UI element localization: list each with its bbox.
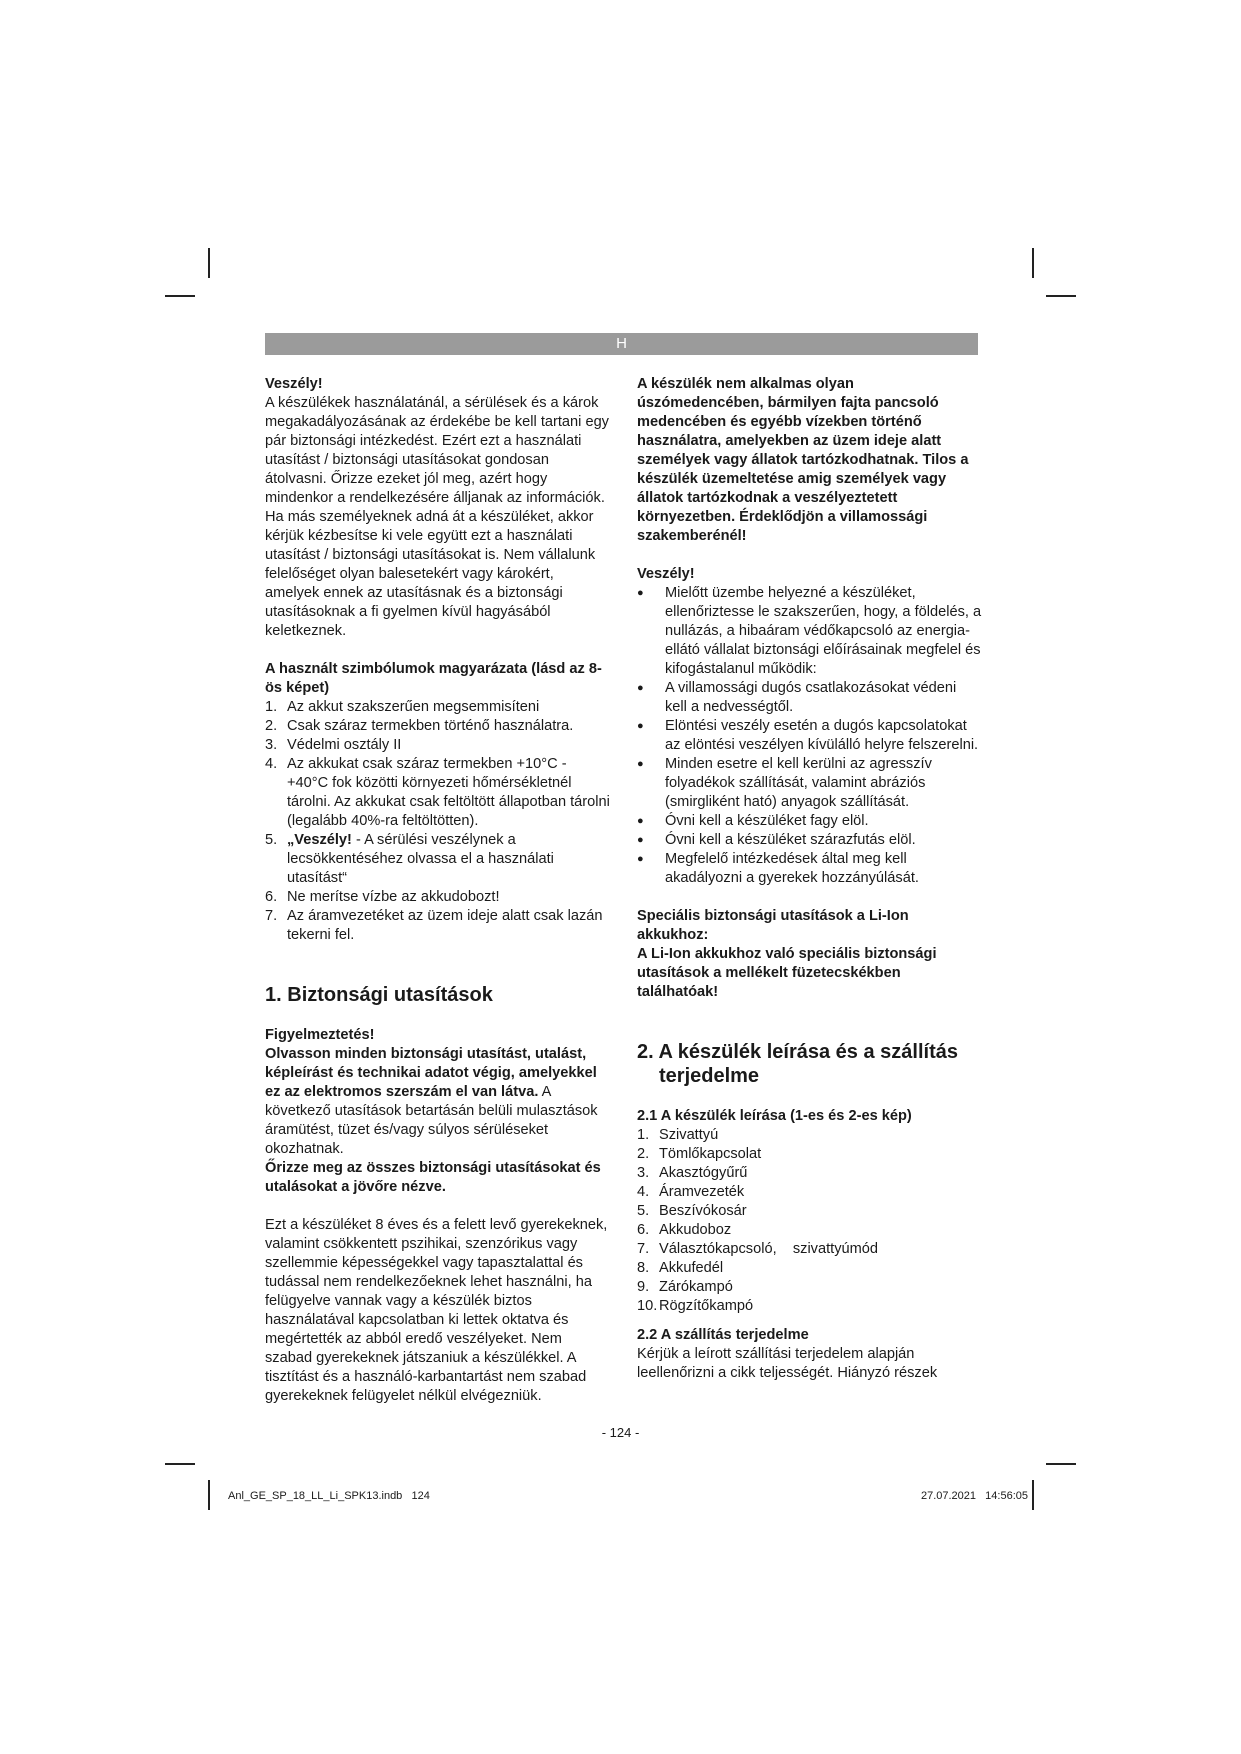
crop-mark [1032, 248, 1034, 278]
list-item: 1. Az akkut szakszerűen megsemmisíteni [265, 699, 540, 715]
list-item: 5. „Veszély! - A sérülési veszélynek a lecsökkentéséhez olvassa el a használati utasítást“ [265, 832, 554, 886]
bullet-icon: ● [637, 834, 644, 846]
crop-mark [165, 1463, 195, 1465]
subsection-2-2-title: 2.2 A szállítás terjedelme [637, 1327, 809, 1343]
list-item: 8. Akkufedél [637, 1260, 724, 1276]
list-item: 6. Ne merítse vízbe az akkudobozt! [265, 889, 500, 905]
list-item: ● Megfelelő intézkedések által meg kell akadályozni a gyerekek hozzányúlását. [637, 851, 919, 886]
bullet-icon: ● [637, 682, 644, 694]
symbols-list [265, 698, 610, 945]
children-text: Ezt a készüléket 8 éves és a felett levő gyerekeknek, valamint csökkentett pszihikai, szenzórikus vagy szellemmie képességekkel vagy tapasztalattal és tudással nem rendelkezőeknek lehet használni, ha felügyelve vannak vagy a készülék biztos használatával kapcsolatban ki lettek oktatva és megértették az abból eredő veszélyeket. Nem szabad gyerekeknek játszaniuk a készülékkel. A tisztítást és a használó-karbantartást nem szabad gyerekeknek felügyelet nélkül elvégezniük. [265, 1217, 608, 1404]
crop-mark [1032, 1480, 1034, 1510]
right-column [637, 375, 982, 1383]
bullet-icon: ● [637, 758, 644, 770]
list-item: ● Óvni kell a készüléket fagy elöl. [637, 813, 869, 829]
list-item: ● Óvni kell a készüléket szárazfutás elöl. [637, 832, 916, 848]
list-item: 4. Áramvezeték [637, 1184, 745, 1200]
special-li-ion-title: Speciális biztonsági utasítások a Li-Ion akkukhoz: [637, 908, 909, 943]
crop-mark [208, 248, 210, 278]
footer-file-name: Anl_GE_SP_18_LL_Li_SPK13.indb 124 [228, 1490, 430, 1502]
danger-text: A készülékek használatánál, a sérülések és a károk megakadályozásának az érdekébe be kell tartani egy pár biztonsági intézkedést. Ezért ezt a használati utasítást / biztonsági utasításokat gondosan átolvasni. Őrizze ezeket jól meg, azért hogy mindenkor a rendelkezésére álljanak az információk. Ha más személyeknek adná át a készüléket, akkor kérjük kézbesítse ki vele együtt ezt a használati utasítást / biztonsági utasításokat is. Nem vállalunk felelőséget olyan balesetekért vagy károkért, amelyek ennek az utasításnak és a biztonsági utasításoknak a fi gyelmen kívül hagyásából keletkeznek. [265, 395, 609, 639]
danger-bullet-list [637, 584, 982, 888]
special-li-ion-text: A Li-Ion akkukhoz való speciális biztonsági utasítások a mellékelt füzetecskékben találhatóak! [637, 946, 937, 1000]
page-number: - 124 - [601, 1425, 640, 1440]
list-item: ● Elöntési veszély esetén a dugós kapcsolatokat az elöntési veszélyen kívülálló helyre felszerelni. [637, 718, 979, 753]
warning-text: Olvasson minden biztonsági utasítást, utalást, képleírást és technikai adatot végig, amelyekkel ez az elektromos szerszám el van látva. A következő utasítások betartásán belüli mulasztások áramütést, tüzet és/vagy súlyos sérüléseket okozhatnak. [265, 1046, 598, 1157]
left-column [265, 375, 610, 1406]
danger-title: Veszély! [637, 566, 695, 582]
list-item: 2. Tömlőkapcsolat [637, 1146, 762, 1162]
parts-list [637, 1126, 982, 1316]
list-item: 3. Védelmi osztály II [265, 737, 402, 753]
crop-mark [165, 295, 195, 297]
danger-title: Veszély! [265, 376, 323, 392]
list-item: 7. Választókapcsoló, szivattyúmód [637, 1241, 879, 1257]
list-item: ● Mielőtt üzembe helyezné a készüléket, ellenőriztesse le szakszerűen, hogy, a földelés, a nullázás, a hibaáram védőkapcsoló az energia-ellátó vállalat biztonsági előírásainak megfelel és kifogástalanul működik: [637, 585, 982, 677]
list-item: 3. Akasztógyűrű [637, 1165, 748, 1181]
list-item: 5. Beszívókosár [637, 1203, 747, 1219]
section-1-heading: 1. Biztonsági utasítások [265, 984, 493, 1006]
keep-instructions: Őrizze meg az összes biztonsági utasításokat és utalásokat a jövőre nézve. [265, 1160, 601, 1195]
section-2-heading: 2. A készülék leírása és a szállítás terjedelme [637, 1041, 958, 1087]
list-item: 2. Csak száraz termekben történő használatra. [265, 718, 574, 734]
list-item: 1. Szivattyú [637, 1127, 719, 1143]
pool-warning: A készülék nem alkalmas olyan úszómedencében, bármilyen fajta pancsoló medencében és egyébb vízekben történő használatra, amelyekben az üzem ideje alatt személyek vagy állatok tartózkodhatnak. Tilos a készülék üzemeltetése amig személyek vagy állatok tartózkodnak a veszélyeztetett környezetben. Érdeklődjön a villamossági szakemberénél! [637, 376, 969, 544]
warning-title: Figyelmeztetés! [265, 1027, 375, 1043]
symbols-title: A használt szimbólumok magyarázata (lásd az 8-ös képet) [265, 661, 602, 696]
subsection-2-1-title: 2.1 A készülék leírása (1-es és 2-es kép) [637, 1108, 912, 1124]
list-item: 6. Akkudoboz [637, 1222, 732, 1238]
subsection-2-2-text: Kérjük a leírott szállítási terjedelem alapján leellenőrizni a cikk teljességét. Hiányzó részek [637, 1346, 938, 1381]
crop-mark [1046, 1463, 1076, 1465]
bullet-icon: ● [637, 720, 644, 732]
list-item: 9. Zárókampó [637, 1279, 733, 1295]
list-item: 10. Rögzítőkampó [637, 1298, 754, 1314]
list-item: ● A villamossági dugós csatlakozásokat védeni kell a nedvességtől. [637, 680, 957, 715]
bullet-icon: ● [637, 815, 644, 827]
list-item: 4. Az akkukat csak száraz termekben +10°C - +40°C fok közötti környezeti hőmérsékletnél tárolni. Az akkukat csak feltöltött állapotban tárolni (legalább 40%-ra feltöltötten). [265, 756, 610, 829]
list-item: 7. Az áramvezetéket az üzem ideje alatt csak lazán tekerni fel. [265, 908, 603, 943]
footer-datetime: 27.07.2021 14:56:05 [920, 1490, 1028, 1502]
crop-mark [1046, 295, 1076, 297]
language-header-bar [265, 333, 978, 355]
list-item: ● Minden esetre el kell kerülni az agresszív folyadékok szállítását, valamint abráziós (smirgliként ható) anyagok szállítását. [637, 756, 932, 810]
crop-mark [208, 1480, 210, 1510]
language-code: H [616, 335, 627, 352]
bullet-icon: ● [637, 587, 644, 599]
bullet-icon: ● [637, 853, 644, 865]
